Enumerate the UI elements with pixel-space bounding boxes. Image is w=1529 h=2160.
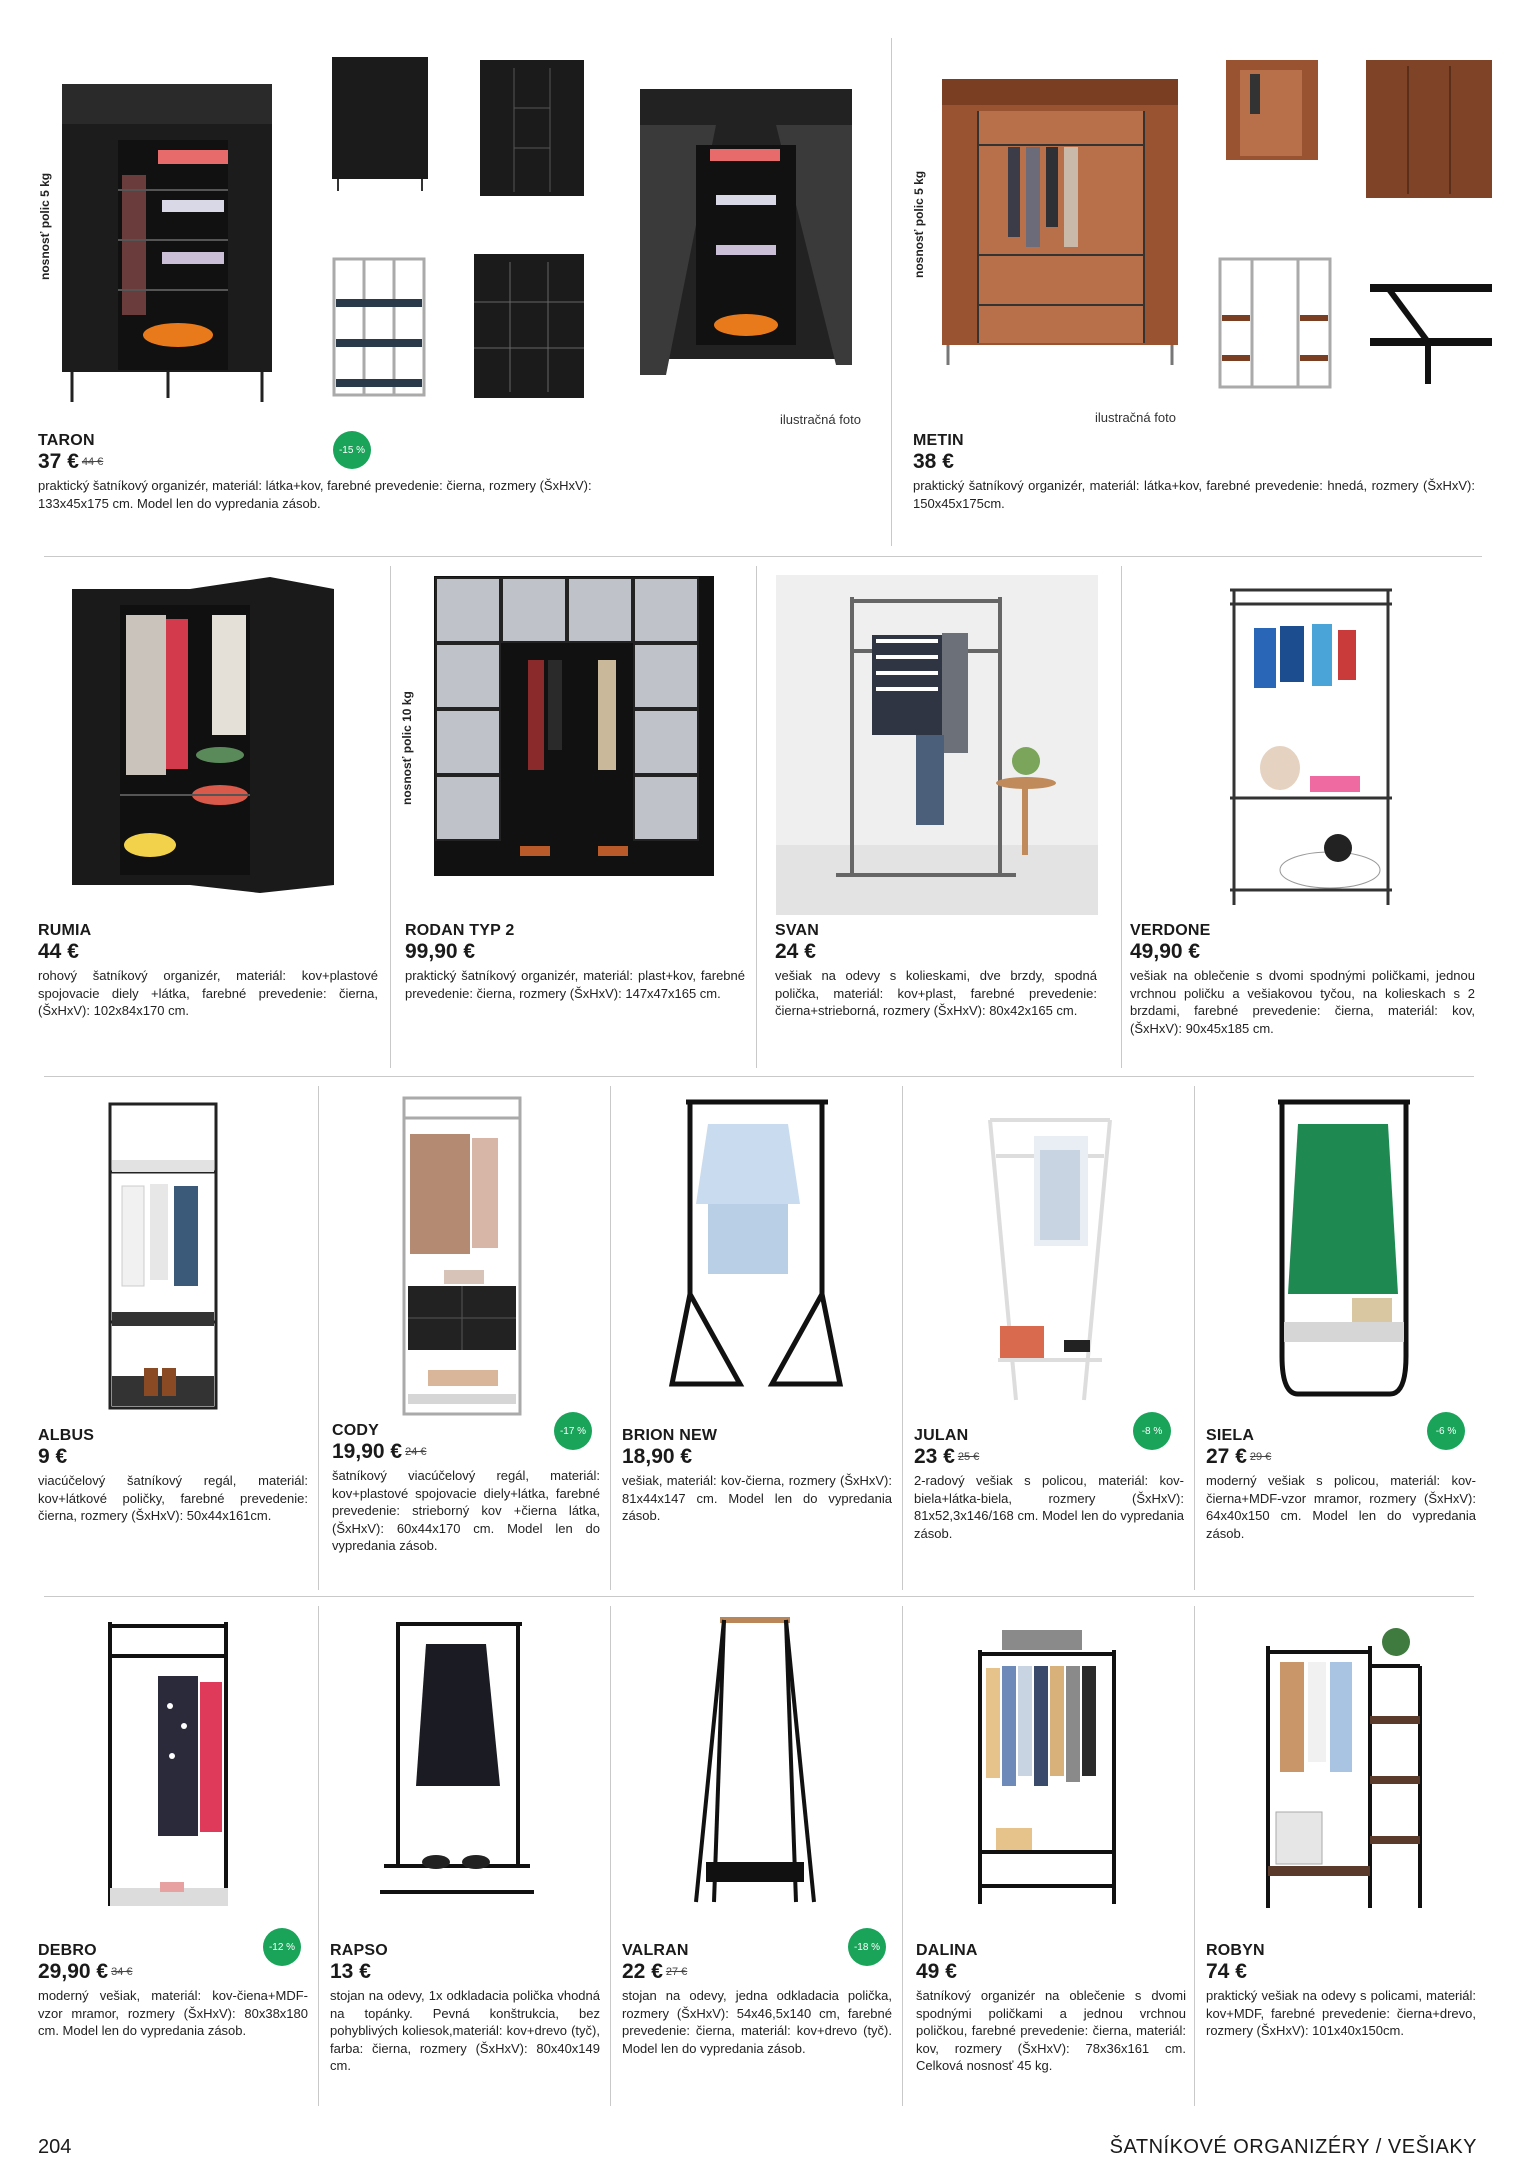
capacity-label: nosnosť polic 5 kg bbox=[38, 172, 52, 280]
discount-badge: -18 % bbox=[848, 1928, 886, 1966]
product-name: VERDONE bbox=[1130, 922, 1211, 939]
product-robyn bbox=[1206, 1942, 1476, 2040]
product-description: stojan na odevy, jedna odkladacia polička, rozmery (ŠxHxV): 54x46,5x140 cm, farebné prevedenie: čierna, materiál: kov+drevo (tyč). Model len do vypredania zásob. bbox=[622, 1988, 892, 2056]
albus-image bbox=[104, 1100, 222, 1420]
product-name: BRION NEW bbox=[622, 1427, 718, 1444]
discount-badge: -6 % bbox=[1427, 1412, 1465, 1450]
verdone-image bbox=[1220, 570, 1402, 920]
debro-image bbox=[100, 1616, 235, 1916]
product-description: šatníkový viacúčelový regál, materiál: kov+plastové spojovacie diely+látka, farebné prevedenie: strieborný kov +čierna látka, (ŠxHxV): 60x44x170 cm. Model len do vypredania zásob. bbox=[332, 1468, 600, 1554]
product-description: moderný vešiak, materiál: kov-čiena+MDF-vzor mramor, rozmery (ŠxHxV): 80x38x180 cm. Model len do vypredania zásob. bbox=[38, 1988, 308, 2039]
old-price: 29 € bbox=[1249, 1451, 1272, 1464]
product-dalina bbox=[916, 1942, 1186, 2075]
page-number: 204 bbox=[38, 2136, 72, 2158]
metin-frame-image bbox=[1216, 255, 1336, 395]
taron-open-front-image bbox=[478, 58, 586, 208]
product-metin bbox=[913, 432, 1475, 512]
product-name: DEBRO bbox=[38, 1942, 97, 1959]
product-name: JULAN bbox=[914, 1427, 969, 1444]
illustrative-photo-caption: ilustračná foto bbox=[780, 412, 861, 427]
product-price: 27 € 29 € bbox=[1206, 1445, 1272, 1468]
product-price: 18,90 € bbox=[622, 1445, 693, 1468]
old-price: 44 € bbox=[81, 456, 104, 469]
product-price: 9 € bbox=[38, 1445, 68, 1468]
discount-badge: -12 % bbox=[263, 1928, 301, 1966]
product-description: 2-radový vešiak s policou, materiál: kov-biela+látka-biela, rozmery (ŠxHxV): 81x52,3x146/168 cm. Model len do vypredania zásob. bbox=[914, 1473, 1184, 1541]
taron-closed-image bbox=[330, 55, 430, 195]
product-price: 99,90 € bbox=[405, 940, 476, 963]
taron-open-image bbox=[472, 252, 587, 412]
product-debro bbox=[38, 1942, 308, 2040]
product-brion bbox=[622, 1427, 892, 1525]
product-description: praktický šatníkový organizér, materiál: látka+kov, farebné prevedenie: hnedá, rozmery (ŠxHxV): 150x45x175cm. bbox=[913, 478, 1475, 511]
product-price: 74 € bbox=[1206, 1960, 1247, 1983]
product-verdone bbox=[1130, 922, 1475, 1037]
product-price: 49,90 € bbox=[1130, 940, 1201, 963]
product-rumia bbox=[38, 922, 378, 1020]
rumia-image bbox=[70, 575, 340, 895]
illustrative-photo-caption: ilustračná foto bbox=[1095, 410, 1176, 425]
product-name: RAPSO bbox=[330, 1942, 388, 1959]
product-price: 44 € bbox=[38, 940, 79, 963]
metin-image bbox=[938, 75, 1183, 375]
metin-open-image bbox=[1224, 58, 1320, 168]
product-description: vešiak na odevy s kolieskami, dve brzdy, spodná polička, materiál: kov+plast, farebné prevedenie: čierna+strieborná, rozmery (ŠxHxV): 80x42x165 cm. bbox=[775, 968, 1097, 1018]
product-name: VALRAN bbox=[622, 1942, 689, 1959]
product-name: RUMIA bbox=[38, 922, 92, 939]
product-description: praktický šatníkový organizér, materiál: plast+kov, farebné prevedenie: čierna, rozmery (ŠxHxV): 147x47x165 cm. bbox=[405, 968, 745, 1001]
old-price: 25 € bbox=[957, 1451, 980, 1464]
product-name: CODY bbox=[332, 1422, 380, 1439]
metin-closed-image bbox=[1364, 58, 1494, 206]
product-description: šatníkový organizér na oblečenie s dvomi spodnými poličkami a jednou vrchnou poličkou, farebné prevedenie: čierna, materiál: kov, rozmery (ŠxHxV): 78x36x161 cm. Celková nosnosť 45 kg. bbox=[916, 1988, 1186, 2073]
discount-badge: -15 % bbox=[333, 431, 371, 469]
product-name: RODAN TYP 2 bbox=[405, 922, 515, 939]
product-rodan bbox=[405, 922, 745, 1002]
product-description: viacúčelový šatníkový regál, materiál: kov+látkové poličky, farebné prevedenie: čierna, rozmery (ŠxHxV): 50x44x161cm. bbox=[38, 1473, 308, 1523]
product-name: TARON bbox=[38, 432, 95, 449]
product-description: vešiak, materiál: kov-čierna, rozmery (ŠxHxV): 81x44x147 cm. Model len do vypredania zásob. bbox=[622, 1473, 892, 1523]
discount-badge: -8 % bbox=[1133, 1412, 1171, 1450]
product-price: 29,90 € 34 € bbox=[38, 1960, 133, 1983]
robyn-image bbox=[1260, 1616, 1428, 1916]
product-price: 49 € bbox=[916, 1960, 957, 1983]
product-description: vešiak na oblečenie s dvomi spodnými poličkami, jednou vrchnou poličku a vešiakovou tyčou, na kolieskach s 2 brzdami, farebné prevedenie: čierna, materiál: kov, (ŠxHxV): 90x45x185 cm. bbox=[1130, 968, 1475, 1036]
julan-image bbox=[980, 1110, 1120, 1405]
product-price: 13 € bbox=[330, 1960, 371, 1983]
product-description: praktický šatníkový organizér, materiál: látka+kov, farebné prevedenie: čierna, rozmery (ŠxHxV): 133x45x175 cm. Model len do vypredania zásob. bbox=[38, 478, 592, 511]
brion-image bbox=[668, 1094, 844, 1414]
product-name: SIELA bbox=[1206, 1427, 1255, 1444]
product-description: praktický vešiak na odevy s policami, materiál: kov+MDF, farebné prevedenie: čierna+drevo, rozmery (ŠxHxV): 101x40x150cm. bbox=[1206, 1988, 1476, 2038]
capacity-label: nosnosť polic 5 kg bbox=[912, 170, 926, 278]
valran-image bbox=[690, 1612, 820, 1912]
product-description: stojan na odevy, 1x odkladacia polička vhodná na topánky. Pevná konštrukcia, bez pohyblivých koliesok,materiál: kov+drevo (tyč), farba: čierna, rozmery (ŠxHxV): 80x40x149 cm. bbox=[330, 1988, 600, 2073]
product-julan bbox=[914, 1427, 1184, 1542]
product-name: DALINA bbox=[916, 1942, 978, 1959]
rodan-image bbox=[428, 566, 720, 896]
section-title: ŠATNÍKOVÉ ORGANIZÉRY / VEŠIAKY bbox=[1109, 2136, 1477, 2158]
dalina-image bbox=[972, 1620, 1122, 1910]
discount-badge: -17 % bbox=[554, 1412, 592, 1450]
product-price: 37 € 44 € bbox=[38, 450, 104, 473]
taron-image bbox=[58, 80, 286, 410]
taron-frame-image bbox=[330, 255, 430, 405]
old-price: 34 € bbox=[111, 1966, 133, 1979]
product-price: 38 € bbox=[913, 450, 954, 473]
rapso-image bbox=[376, 1616, 538, 1906]
product-taron bbox=[38, 432, 658, 512]
product-name: ROBYN bbox=[1206, 1942, 1265, 1959]
siela-image bbox=[1268, 1094, 1420, 1412]
product-cody bbox=[332, 1422, 600, 1555]
product-name: ALBUS bbox=[38, 1427, 95, 1444]
taron-curtain-image bbox=[636, 85, 858, 385]
product-price: 23 € 25 € bbox=[914, 1445, 980, 1468]
product-price: 24 € bbox=[775, 940, 816, 963]
product-description: moderný vešiak s policou, materiál: kov-čierna+MDF-vzor mramor, rozmery (ŠxHxV): 64x40x150 cm. Model len do vypredania zásob. bbox=[1206, 1473, 1476, 1541]
cody-image bbox=[398, 1094, 526, 1424]
product-price: 19,90 € 24 € bbox=[332, 1440, 427, 1463]
svan-image bbox=[776, 575, 1098, 915]
product-valran bbox=[622, 1942, 892, 2057]
product-albus bbox=[38, 1427, 308, 1525]
metin-detail-image bbox=[1368, 272, 1494, 390]
product-price: 22 € 27 € bbox=[622, 1960, 688, 1983]
product-description: rohový šatníkový organizér, materiál: kov+plastové spojovacie diely +látka, farebné prevedenie: čierna, (ŠxHxV): 102x84x170 cm. bbox=[38, 968, 378, 1018]
old-price: 27 € bbox=[665, 1966, 688, 1979]
product-rapso bbox=[330, 1942, 600, 2075]
capacity-label: nosnosť polic 10 kg bbox=[400, 691, 414, 805]
product-siela bbox=[1206, 1427, 1476, 1542]
old-price: 24 € bbox=[405, 1446, 427, 1459]
product-name: SVAN bbox=[775, 922, 820, 939]
product-name: METIN bbox=[913, 432, 964, 449]
product-svan bbox=[775, 922, 1097, 1020]
